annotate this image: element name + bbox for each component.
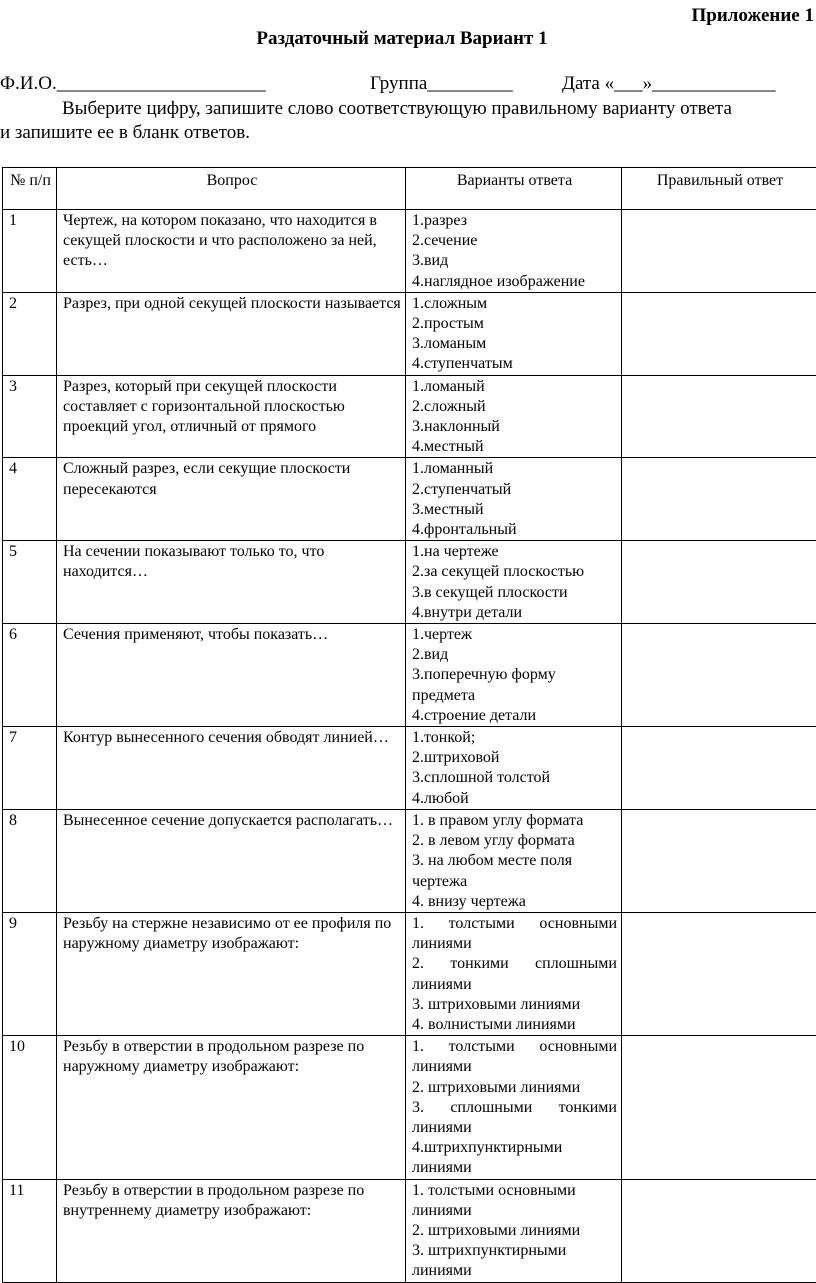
correct-answer-cell[interactable] — [622, 912, 816, 1035]
answer-options — [406, 624, 622, 727]
question-number: 3 — [3, 375, 57, 458]
table-header-row — [3, 168, 816, 210]
question-text: Сечения применяют, чтобы показать… — [57, 624, 406, 727]
answer-option: 1.на чертеже — [412, 542, 617, 562]
answer-options — [406, 727, 622, 810]
answer-option: 2.вид — [412, 645, 617, 665]
correct-answer-cell[interactable] — [622, 375, 816, 458]
answer-option: 3. штриховыми линиями — [412, 995, 617, 1015]
answer-option: 3. штрихпунктирными линиями — [412, 1241, 617, 1281]
answer-option: 3. на любом месте поля чертежа — [412, 851, 617, 891]
question-text: Контур вынесенного сечения обводят линией… — [57, 727, 406, 810]
table-row — [3, 1036, 816, 1179]
answer-option: 1.чертеж — [412, 625, 617, 645]
answer-option: 3. сплошными тонкими линиями — [412, 1098, 617, 1138]
answer-option: 1.разрез — [412, 211, 617, 231]
answer-option: 4.штрихпунктирными линиями — [412, 1138, 617, 1178]
question-number: 2 — [3, 292, 57, 375]
correct-answer-cell[interactable] — [622, 1179, 816, 1282]
answer-options — [406, 1036, 622, 1179]
instruction — [0, 97, 812, 145]
answer-option: 4.фронтальный — [412, 520, 617, 540]
table-row — [3, 624, 816, 727]
question-text: Вынесенное сечение допускается располагать… — [57, 809, 406, 912]
answer-option: 1. толстыми основными линиями — [412, 1181, 617, 1221]
answer-option: 1.ломаный — [412, 377, 617, 397]
date-field[interactable]: Дата «___»_____________ — [562, 73, 776, 95]
question-number: 1 — [3, 210, 57, 293]
answer-options — [406, 809, 622, 912]
answer-option: 1. в правом углу формата — [412, 811, 617, 831]
answer-option: 2. штриховыми линиями — [412, 1221, 617, 1241]
answer-options — [406, 1179, 622, 1282]
table-row — [3, 210, 816, 293]
question-text: Резьбу на стержне независимо от ее профиля по наружному диаметру изображают: — [57, 912, 406, 1035]
question-number: 9 — [3, 912, 57, 1035]
question-text: Разрез, который при секущей плоскости составляет с горизонтальной плоскостью проекций угол, отличный от прямого — [57, 375, 406, 458]
answer-option: 4.наглядное изображение — [412, 272, 617, 292]
table-row — [3, 912, 816, 1035]
answer-option: 1. толстыми основными линиями — [412, 914, 617, 954]
answer-option: 3.вид — [412, 251, 617, 271]
answer-option: 2. в левом углу формата — [412, 831, 617, 851]
question-text: Разрез, при одной секущей плоскости называется — [57, 292, 406, 375]
answer-option: 1.тонкой; — [412, 728, 617, 748]
answer-option: 3.поперечную форму предмета — [412, 665, 617, 705]
answer-option: 4. волнистыми линиями — [412, 1015, 617, 1035]
answer-option: 4.любой — [412, 789, 617, 809]
question-number: 5 — [3, 541, 57, 624]
answer-option: 2.ступенчатый — [412, 480, 617, 500]
group-field[interactable]: Группа_________ — [370, 73, 513, 95]
correct-answer-cell[interactable] — [622, 458, 816, 541]
answer-option: 2.штриховой — [412, 748, 617, 768]
question-number: 7 — [3, 727, 57, 810]
correct-answer-cell[interactable] — [622, 624, 816, 727]
question-number: 6 — [3, 624, 57, 727]
answer-option: 4.строение детали — [412, 706, 617, 726]
answer-option: 3.наклонный — [412, 417, 617, 437]
instruction-line-1: Выберите цифру, запишите слово соответствующую правильному варианту ответа — [0, 97, 812, 121]
question-text: Резьбу в отверстии в продольном разрезе по внутреннему диаметру изображают: — [57, 1179, 406, 1282]
table-row — [3, 375, 816, 458]
question-text: На сечении показывают только то, что находится… — [57, 541, 406, 624]
answer-options — [406, 375, 622, 458]
answer-option: 3.местный — [412, 500, 617, 520]
table-row — [3, 458, 816, 541]
correct-answer-cell[interactable] — [622, 210, 816, 293]
table-row — [3, 1179, 816, 1282]
correct-answer-cell[interactable] — [622, 292, 816, 375]
correct-answer-cell[interactable] — [622, 1036, 816, 1179]
appendix-label: Приложение 1 — [691, 5, 814, 27]
answer-option: 2.простым — [412, 314, 617, 334]
answer-option: 2.сечение — [412, 231, 617, 251]
table-row — [3, 541, 816, 624]
answer-options — [406, 912, 622, 1035]
answer-option: 2.за секущей плоскостью — [412, 562, 617, 582]
answer-option: 4.ступенчатым — [412, 354, 617, 374]
answer-option: 1.ломанный — [412, 459, 617, 479]
answer-option: 3.ломаным — [412, 334, 617, 354]
header-answer: Правильный ответ — [622, 168, 816, 210]
question-number: 8 — [3, 809, 57, 912]
answer-option: 3.сплошной толстой — [412, 768, 617, 788]
instruction-line-2: и запишите ее в бланк ответов. — [0, 121, 812, 145]
question-number: 4 — [3, 458, 57, 541]
answer-options — [406, 458, 622, 541]
answer-option: 2.сложный — [412, 397, 617, 417]
question-number: 10 — [3, 1036, 57, 1179]
answer-option: 1.сложным — [412, 294, 617, 314]
answer-option: 1. толстыми основными линиями — [412, 1037, 617, 1077]
answer-option: 2. штриховыми линиями — [412, 1078, 617, 1098]
table-row — [3, 727, 816, 810]
correct-answer-cell[interactable] — [622, 541, 816, 624]
answer-options — [406, 210, 622, 293]
answer-option: 2. тонкими сплошными линиями — [412, 954, 617, 994]
header-number: № п/п — [3, 168, 57, 210]
answer-option: 3.в секущей плоскости — [412, 583, 617, 603]
questions-table — [2, 167, 816, 1283]
header-question: Вопрос — [57, 168, 406, 210]
correct-answer-cell[interactable] — [622, 809, 816, 912]
question-text: Чертеж, на котором показано, что находится в секущей плоскости и что расположено за ней, есть… — [57, 210, 406, 293]
question-text: Резьбу в отверстии в продольном разрезе по наружному диаметру изображают: — [57, 1036, 406, 1179]
fio-field[interactable]: Ф.И.О.______________________ — [0, 73, 266, 95]
question-number: 11 — [3, 1179, 57, 1282]
answer-options — [406, 292, 622, 375]
answer-option: 4.местный — [412, 437, 617, 457]
header-options: Варианты ответа — [406, 168, 622, 210]
answer-option: 4.внутри детали — [412, 603, 617, 623]
answer-options — [406, 541, 622, 624]
question-text: Сложный разрез, если секущие плоскости пересекаются — [57, 458, 406, 541]
correct-answer-cell[interactable] — [622, 727, 816, 810]
table-row — [3, 292, 816, 375]
answer-option: 4. внизу чертежа — [412, 892, 617, 912]
page-title: Раздаточный материал Вариант 1 — [0, 28, 816, 50]
table-row — [3, 809, 816, 912]
